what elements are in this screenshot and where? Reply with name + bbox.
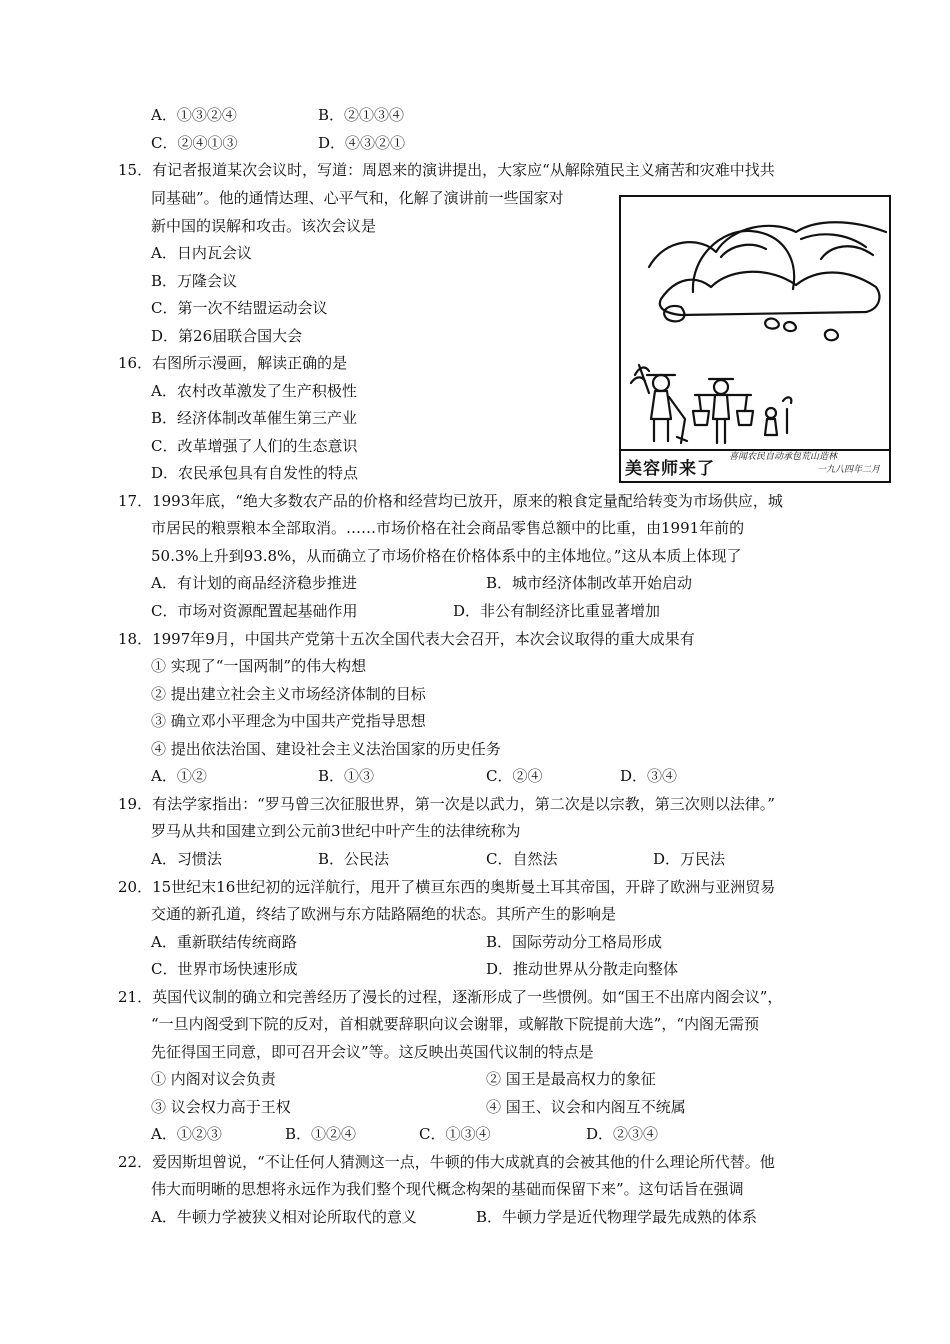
q18-stem: 18．1997年9月，中国共产党第十五次全国代表大会召开，本次会议取得的重大成果有 — [118, 630, 695, 648]
q16-option-a: A．农村改革激发了生产积极性 — [151, 382, 357, 400]
q22-stem-line-2: 伟大而明晰的思想将永远作为我们整个现代概念构架的基础而保留下来”。这句话旨在强调 — [151, 1180, 744, 1198]
q14-option-c: C．②④①③ — [151, 134, 238, 152]
q17-option-a: A．有计划的商品经济稳步推进 — [151, 574, 357, 592]
q20-option-b: B．国际劳动分工格局形成 — [486, 933, 663, 951]
q20-stem-line-1: 20．15世纪末16世纪初的远洋航行，甩开了横亘东西的奥斯曼土耳其帝国，开辟了欧洲与亚洲贸易 — [118, 878, 776, 896]
q21-item-3: ③ 议会权力高于王权 — [151, 1098, 291, 1116]
q19-stem-line-1: 19．有法学家指出：“罗马曾三次征服世界，第一次是以武力，第二次是以宗教，第三次则以法律。” — [118, 795, 775, 813]
q17-stem-line-2: 市居民的粮票粮本全部取消。……市场价格在社会商品零售总额中的比重，由1991年前的 — [151, 519, 745, 537]
cartoon-note: 喜闻农民自动承包荒山造林 — [729, 452, 838, 462]
q18-item-4: ④ 提出依法治国、建设社会主义法治国家的历史任务 — [151, 740, 501, 758]
cartoon-drawing — [621, 197, 889, 449]
q15-option-c: C．第一次不结盟运动会议 — [151, 299, 328, 317]
q21-option-b: B．①②④ — [285, 1125, 357, 1143]
q21-option-d: D．②③④ — [586, 1125, 659, 1143]
q21-item-1: ① 内阁对议会负责 — [151, 1070, 276, 1088]
q18-item-2: ② 提出建立社会主义市场经济体制的目标 — [151, 685, 426, 703]
q15-option-d: D．第26届联合国大会 — [151, 327, 303, 345]
q18-option-a: A．①② — [151, 767, 207, 785]
q21-stem-line-2: “一旦内阁受到下院的反对，首相就要辞职向议会谢罪，或解散下院提前大选”，“内阁无需预 — [151, 1015, 760, 1033]
q18-item-1: ① 实现了“一国两制”的伟大构想 — [151, 657, 367, 675]
q15-stem-line-2: 同基础”。他的通情达理、心平气和，化解了演讲前一些国家对 — [151, 189, 564, 207]
q21-stem-line-1: 21．英国代议制的确立和完善经历了漫长的过程，逐渐形成了一些惯例。如“国王不出席内阁会议”， — [118, 988, 783, 1006]
q16-option-b: B．经济体制改革催生第三产业 — [151, 409, 358, 427]
q21-stem-line-3: 先征得国王同意，即可召开会议”等。这反映出英国代议制的特点是 — [151, 1043, 594, 1061]
q19-option-c: C．自然法 — [486, 850, 558, 868]
q17-stem-line-1: 17．1993年底，“绝大多数农产品的价格和经营均已放开，原来的粮食定量配给转变为市场供应，城 — [118, 492, 783, 510]
q15-option-a: A．日内瓦会议 — [151, 244, 252, 262]
q14-option-d: D．④③②① — [318, 134, 406, 152]
q15-option-b: B．万隆会议 — [151, 272, 238, 290]
q21-item-4: ④ 国王、议会和内阁互不统属 — [486, 1098, 686, 1116]
q14-option-a: A．①③②④ — [151, 106, 237, 124]
q19-stem-line-2: 罗马从共和国建立到公元前3世纪中叶产生的法律统称为 — [151, 822, 521, 840]
q15-stem-line-3: 新中国的误解和攻击。该次会议是 — [151, 217, 377, 235]
q17-stem-line-3: 50.3%上升到93.8%，从而确立了市场价格在价格体系中的主体地位。”这从本质上体现了 — [151, 547, 742, 565]
q18-option-b: B．①③ — [318, 767, 375, 785]
q20-option-c: C．世界市场快速形成 — [151, 960, 298, 978]
q14-option-b: B．②①③④ — [318, 106, 405, 124]
q17-option-c: C．市场对资源配置起基础作用 — [151, 602, 358, 620]
q17-option-b: B．城市经济体制改革开始启动 — [486, 574, 693, 592]
q21-item-2: ② 国王是最高权力的象征 — [486, 1070, 656, 1088]
cartoon-date: 一九八四年二月 — [817, 465, 881, 475]
q22-stem-line-1: 22．爱因斯坦曾说，“不让任何人猜测这一点，牛顿的伟大成就真的会被其他的什么理论所代替。他 — [118, 1153, 775, 1171]
q19-option-a: A．习惯法 — [151, 850, 222, 868]
q19-option-b: B．公民法 — [318, 850, 390, 868]
q15-stem-line-1: 15．有记者报道某次会议时，写道：周恩来的演讲提出，大家应“从解除殖民主义痛苦和灾难中找共 — [118, 161, 775, 179]
q19-option-d: D．万民法 — [653, 850, 726, 868]
q16-option-c: C．改革增强了人们的生态意识 — [151, 437, 358, 455]
q20-stem-line-2: 交通的新孔道，终结了欧洲与东方陆路隔绝的状态。其所产生的影响是 — [151, 905, 617, 923]
cartoon-caption — [621, 449, 889, 481]
q18-option-d: D．③④ — [620, 767, 678, 785]
q16-stem: 16．右图所示漫画，解读正确的是 — [118, 354, 348, 372]
q22-option-b: B．牛顿力学是近代物理学最先成熟的体系 — [476, 1208, 758, 1226]
q20-option-d: D．推动世界从分散走向整体 — [486, 960, 679, 978]
q21-option-c: C．①③④ — [419, 1125, 491, 1143]
q20-option-a: A．重新联结传统商路 — [151, 933, 297, 951]
q18-item-3: ③ 确立邓小平理念为中国共产党指导思想 — [151, 712, 426, 730]
q21-option-a: A．①②③ — [151, 1125, 222, 1143]
q16-option-d: D．农民承包具有自发性的特点 — [151, 464, 359, 482]
q17-option-d: D．非公有制经济比重显著增加 — [453, 602, 661, 620]
q22-option-a: A．牛顿力学被狭义相对论所取代的意义 — [151, 1208, 417, 1226]
cartoon-figure — [619, 195, 891, 483]
cartoon-title: 美容师来了 — [625, 459, 715, 479]
q18-option-c: C．②④ — [486, 767, 543, 785]
